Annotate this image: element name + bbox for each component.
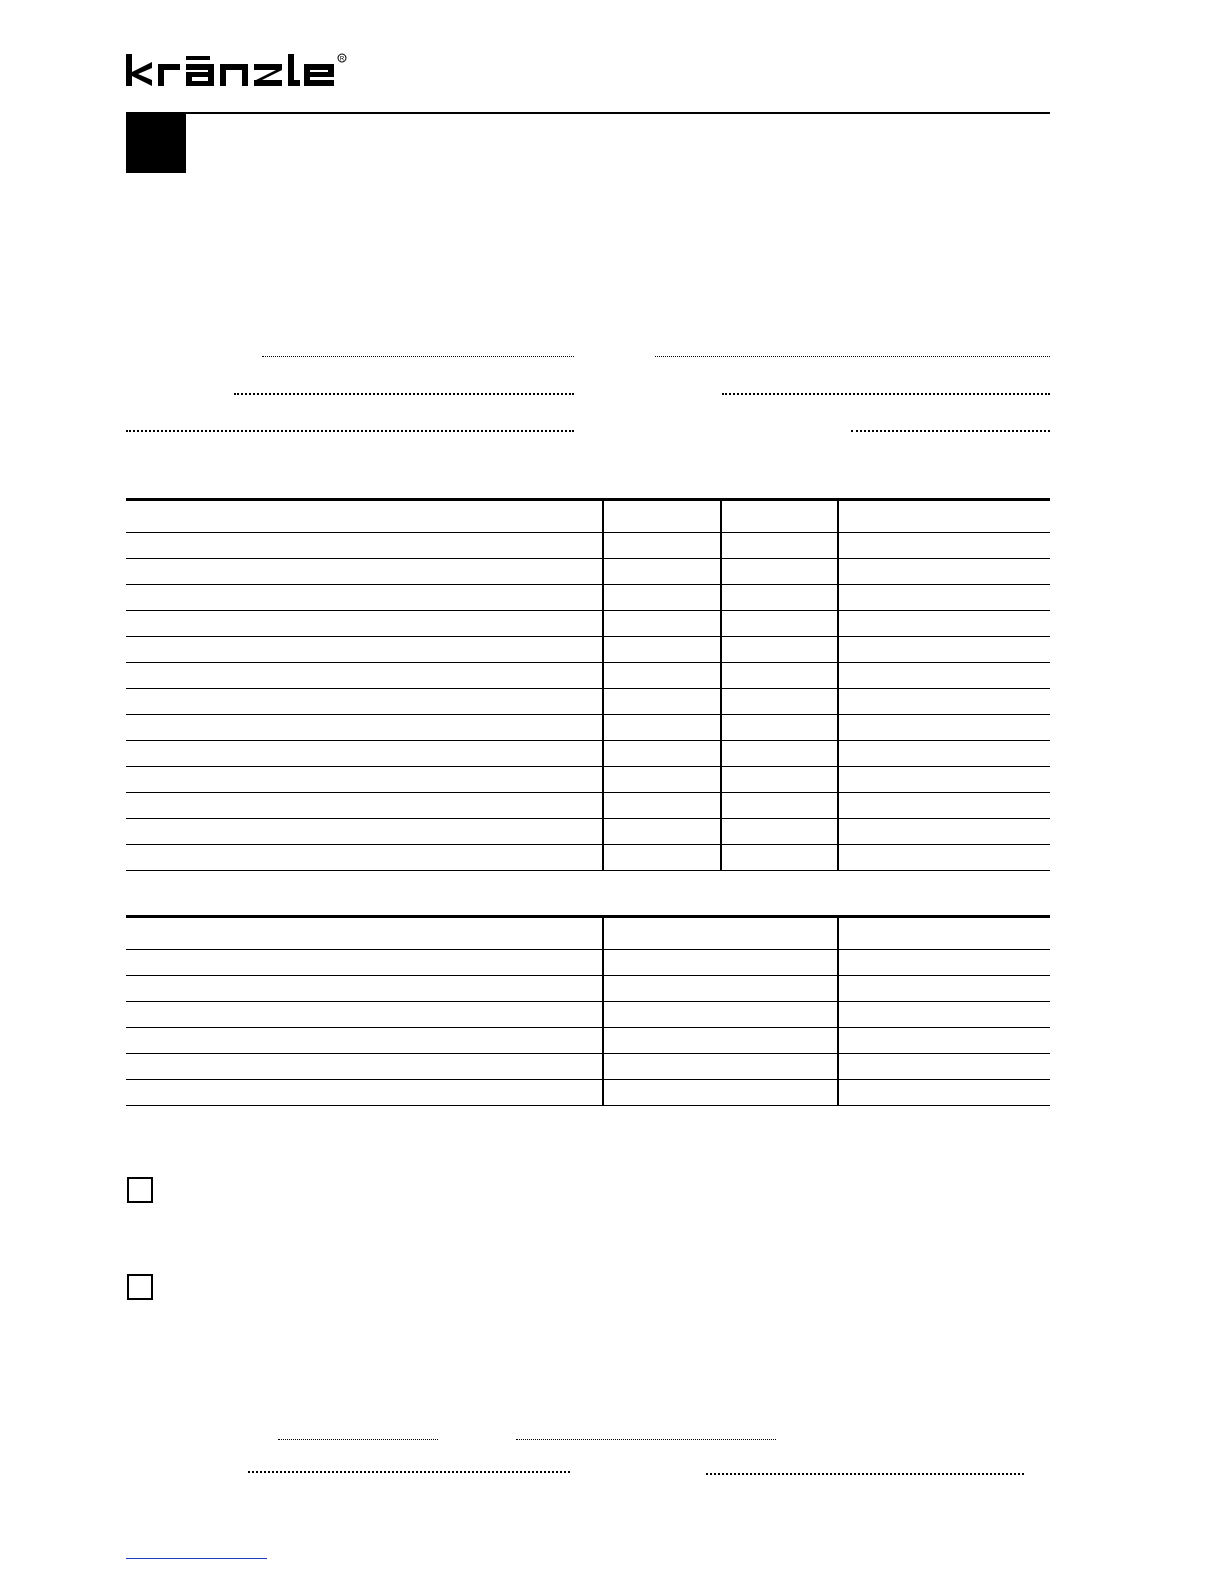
table-cell[interactable] xyxy=(838,689,1050,715)
table-cell[interactable] xyxy=(126,819,603,845)
table-row[interactable] xyxy=(126,767,1050,793)
table-row[interactable] xyxy=(126,950,1050,976)
svg-text:R: R xyxy=(339,56,345,63)
table-cell[interactable] xyxy=(721,741,838,767)
table-row[interactable] xyxy=(126,585,1050,611)
header-rule xyxy=(126,112,1050,114)
table-header-row xyxy=(126,500,1050,533)
table-cell[interactable] xyxy=(603,1028,838,1054)
table-cell xyxy=(838,917,1050,950)
form-line[interactable] xyxy=(655,356,1050,357)
table-cell[interactable] xyxy=(721,585,838,611)
table-cell[interactable] xyxy=(721,559,838,585)
table-cell[interactable] xyxy=(721,767,838,793)
form-line[interactable] xyxy=(262,356,574,357)
table-cell xyxy=(838,500,1050,533)
table-row[interactable] xyxy=(126,1002,1050,1028)
table-cell[interactable] xyxy=(838,663,1050,689)
table-row[interactable] xyxy=(126,533,1050,559)
table-cell[interactable] xyxy=(721,819,838,845)
table-cell[interactable] xyxy=(603,663,721,689)
table-row[interactable] xyxy=(126,689,1050,715)
table-cell[interactable] xyxy=(721,715,838,741)
table-cell xyxy=(603,917,838,950)
table-cell[interactable] xyxy=(721,637,838,663)
table-cell[interactable] xyxy=(721,845,838,871)
table-row[interactable] xyxy=(126,976,1050,1002)
table-cell[interactable] xyxy=(126,689,603,715)
table-cell xyxy=(721,500,838,533)
table-cell[interactable] xyxy=(126,1054,603,1080)
form-line[interactable] xyxy=(248,1471,570,1473)
checkbox-option-2[interactable] xyxy=(127,1274,153,1300)
table-cell[interactable] xyxy=(603,1080,838,1106)
table-cell[interactable] xyxy=(838,637,1050,663)
table-cell[interactable] xyxy=(126,637,603,663)
table-cell[interactable] xyxy=(603,559,721,585)
table-cell[interactable] xyxy=(603,741,721,767)
table-cell[interactable] xyxy=(126,559,603,585)
table-cell[interactable] xyxy=(603,533,721,559)
table-cell[interactable] xyxy=(838,741,1050,767)
form-line[interactable] xyxy=(126,430,574,432)
table-row[interactable] xyxy=(126,715,1050,741)
table-cell[interactable] xyxy=(126,663,603,689)
table-cell xyxy=(126,917,603,950)
table-row[interactable] xyxy=(126,611,1050,637)
table-cell[interactable] xyxy=(721,533,838,559)
section-marker-block xyxy=(126,114,186,173)
table-row[interactable] xyxy=(126,637,1050,663)
table-cell[interactable] xyxy=(603,1054,838,1080)
table-cell[interactable] xyxy=(126,1028,603,1054)
table-cell[interactable] xyxy=(126,741,603,767)
table-cell[interactable] xyxy=(603,715,721,741)
labour-table xyxy=(126,915,1050,1106)
table-cell[interactable] xyxy=(603,585,721,611)
form-line[interactable] xyxy=(278,1439,438,1440)
table-cell[interactable] xyxy=(126,715,603,741)
table-row[interactable] xyxy=(126,663,1050,689)
table-cell[interactable] xyxy=(721,689,838,715)
table-cell[interactable] xyxy=(603,950,838,976)
table-cell[interactable] xyxy=(603,611,721,637)
table-cell[interactable] xyxy=(838,1080,1050,1106)
table-row[interactable] xyxy=(126,1028,1050,1054)
table-cell[interactable] xyxy=(126,845,603,871)
table-cell[interactable] xyxy=(603,819,721,845)
table-cell[interactable] xyxy=(603,845,721,871)
kranzle-logo xyxy=(126,52,350,92)
table-cell[interactable] xyxy=(721,611,838,637)
table-row[interactable] xyxy=(126,819,1050,845)
table-row[interactable] xyxy=(126,1054,1050,1080)
table-cell[interactable] xyxy=(838,585,1050,611)
table-row[interactable] xyxy=(126,845,1050,871)
form-line[interactable] xyxy=(851,430,1050,432)
table-cell[interactable] xyxy=(838,533,1050,559)
form-line[interactable] xyxy=(516,1439,776,1440)
table-cell[interactable] xyxy=(126,1080,603,1106)
table-cell[interactable] xyxy=(838,950,1050,976)
table-cell[interactable] xyxy=(603,1002,838,1028)
footer-link-underline[interactable] xyxy=(126,1558,267,1559)
table-row[interactable] xyxy=(126,1080,1050,1106)
table-row[interactable] xyxy=(126,559,1050,585)
table-cell[interactable] xyxy=(126,585,603,611)
table-cell[interactable] xyxy=(838,793,1050,819)
table-cell[interactable] xyxy=(838,1002,1050,1028)
table-cell[interactable] xyxy=(721,793,838,819)
table-cell[interactable] xyxy=(838,767,1050,793)
table-cell[interactable] xyxy=(838,715,1050,741)
table-row[interactable] xyxy=(126,741,1050,767)
table-row[interactable] xyxy=(126,793,1050,819)
table-cell[interactable] xyxy=(838,819,1050,845)
table-cell[interactable] xyxy=(126,976,603,1002)
table-cell[interactable] xyxy=(603,793,721,819)
table-cell[interactable] xyxy=(126,793,603,819)
table-cell[interactable] xyxy=(126,611,603,637)
checkbox-option-1[interactable] xyxy=(127,1177,153,1203)
table-cell xyxy=(603,500,721,533)
table-cell[interactable] xyxy=(838,1054,1050,1080)
form-line[interactable] xyxy=(234,393,574,395)
table-cell[interactable] xyxy=(838,1028,1050,1054)
table-cell[interactable] xyxy=(838,976,1050,1002)
table-cell[interactable] xyxy=(126,767,603,793)
table-cell[interactable] xyxy=(721,663,838,689)
table-cell[interactable] xyxy=(126,1002,603,1028)
parts-table xyxy=(126,498,1050,871)
table-cell[interactable] xyxy=(603,689,721,715)
table-cell xyxy=(126,500,603,533)
table-cell[interactable] xyxy=(603,767,721,793)
form-line[interactable] xyxy=(722,393,1050,395)
table-cell[interactable] xyxy=(838,611,1050,637)
table-header-row xyxy=(126,917,1050,950)
table-cell[interactable] xyxy=(838,845,1050,871)
table-cell[interactable] xyxy=(603,637,721,663)
table-cell[interactable] xyxy=(126,950,603,976)
table-cell[interactable] xyxy=(603,976,838,1002)
table-cell[interactable] xyxy=(126,533,603,559)
form-line[interactable] xyxy=(706,1473,1024,1475)
table-cell[interactable] xyxy=(838,559,1050,585)
